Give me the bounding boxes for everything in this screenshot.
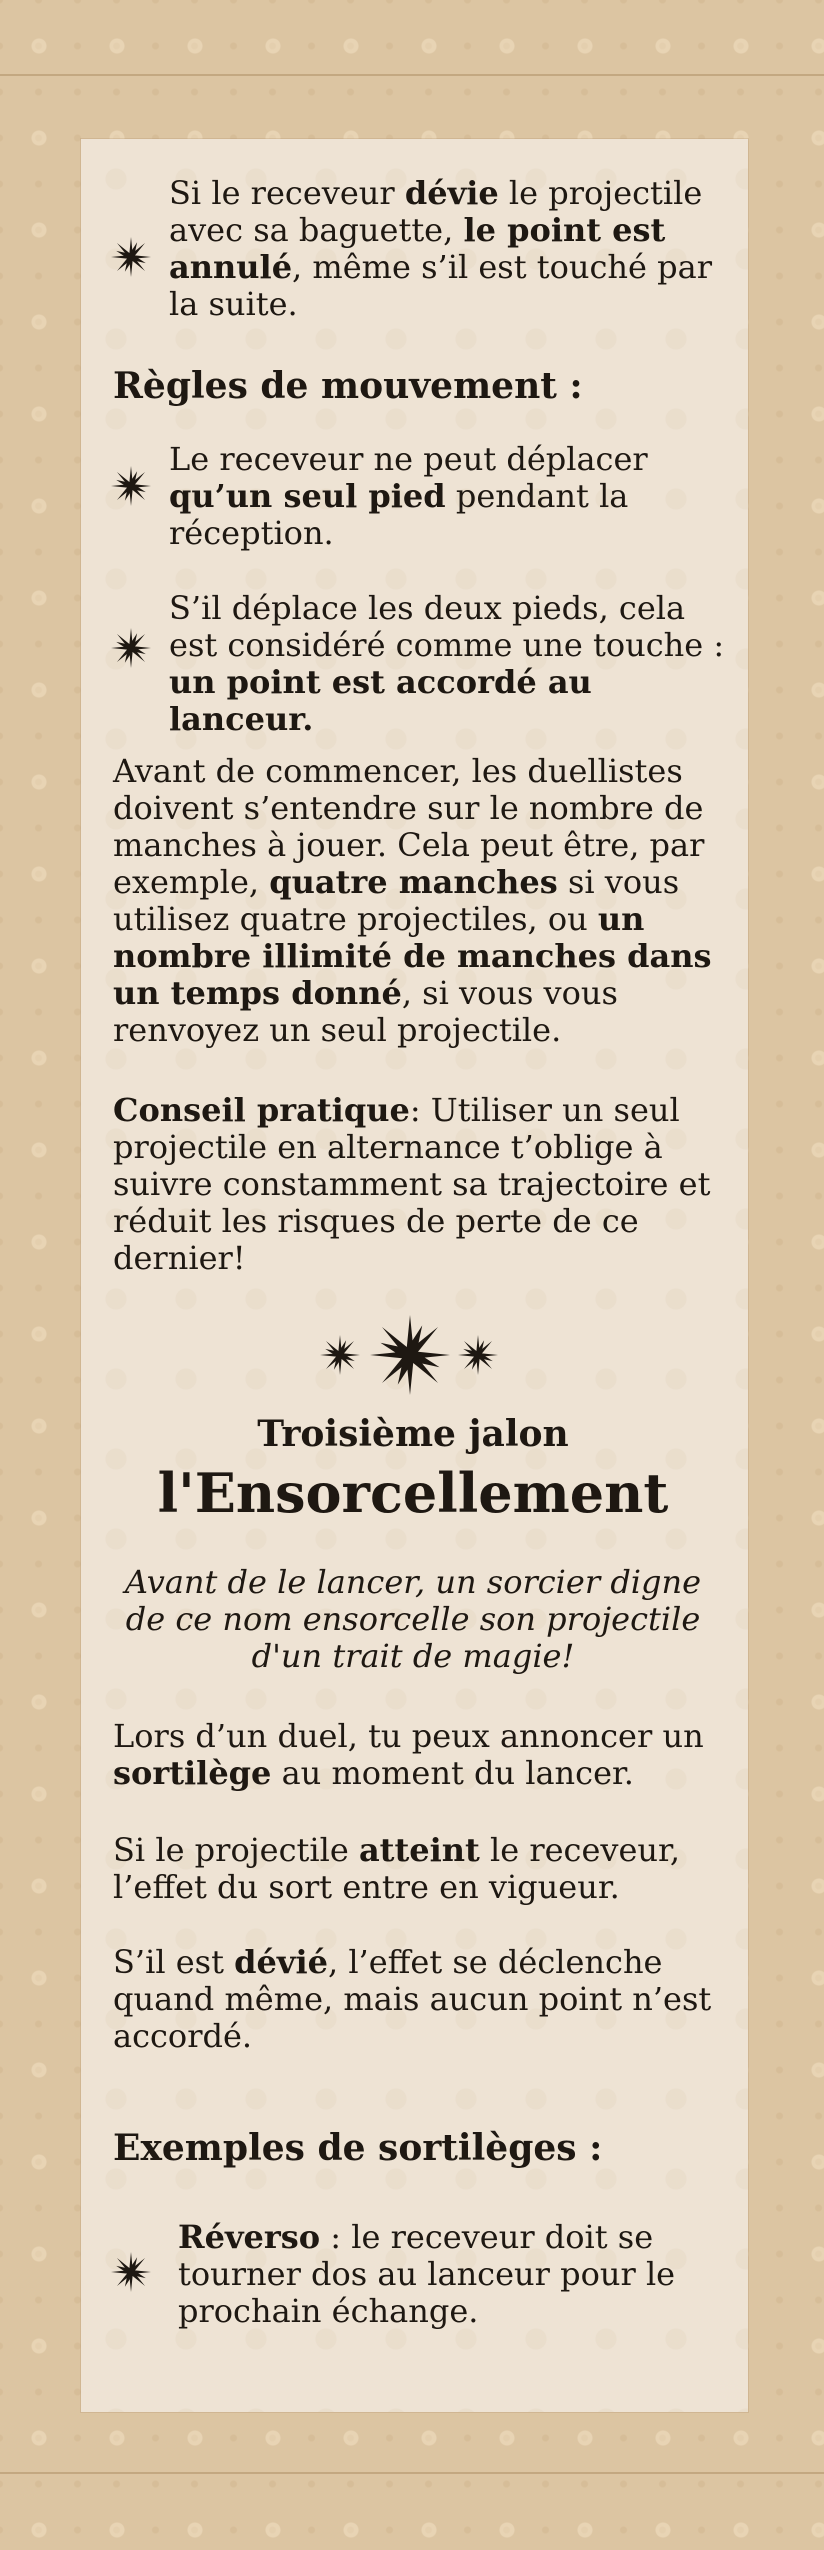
section-subtitle: Troisième jalon xyxy=(257,1413,569,1455)
section-title: l'Ensorcellement xyxy=(157,1461,669,1525)
spell-examples-heading: Exemples de sortilèges : xyxy=(113,2127,603,2169)
bottom-border-line xyxy=(0,2472,824,2474)
starburst-icon xyxy=(111,2252,151,2292)
deflected-paragraph: S’il est dévié, l’effet se déclenche quand même, mais aucun point n’est accordé. xyxy=(113,1943,712,2055)
deflect-rule-text: Si le receveur dévie le projectile avec sa baguette, le point est annulé, même s’il est touché par la suite. xyxy=(169,174,712,323)
starburst-icon xyxy=(111,628,151,668)
sparkle-divider-icon xyxy=(320,1310,500,1400)
reverso-spell-text: Réverso : le receveur doit se tourner dos au lanceur pour le prochain échange. xyxy=(178,2218,676,2330)
quote-line-3: d'un trait de magie! xyxy=(251,1637,575,1675)
quote-line-2: de ce nom ensorcelle son projectile xyxy=(125,1600,701,1638)
starburst-icon xyxy=(111,466,151,506)
rounds-paragraph: Avant de commencer, les duellistes doivent s’entendre sur le nombre de manches à jouer. Cela peut être, par exemple, quatre manches si vous utilisez quatre projectiles, ou un nombre illimité de manches dans un temps donné, si vous vous renvoyez un seul projectile. xyxy=(113,752,712,1049)
movement-rules-heading: Règles de mouvement : xyxy=(113,365,583,407)
starburst-icon xyxy=(111,237,151,277)
hit-paragraph: Si le projectile atteint le receveur, l’effet du sort entre en vigueur. xyxy=(113,1831,680,1906)
practical-tip-paragraph: Conseil pratique: Utiliser un seul projectile en alternance t’oblige à suivre constamment sa trajectoire et réduit les risques de perte de ce dernier! xyxy=(113,1091,711,1277)
movement-rule-2-text: S’il déplace les deux pieds, cela est considéré comme une touche : un point est accordé au lanceur. xyxy=(169,589,725,738)
top-border-line xyxy=(0,74,824,76)
quote-line-1: Avant de le lancer, un sorcier digne xyxy=(124,1563,702,1601)
movement-rule-1-text: Le receveur ne peut déplacer qu’un seul pied pendant la réception. xyxy=(169,440,648,552)
duel-paragraph: Lors d’un duel, tu peux annoncer un sortilège au moment du lancer. xyxy=(113,1717,704,1792)
